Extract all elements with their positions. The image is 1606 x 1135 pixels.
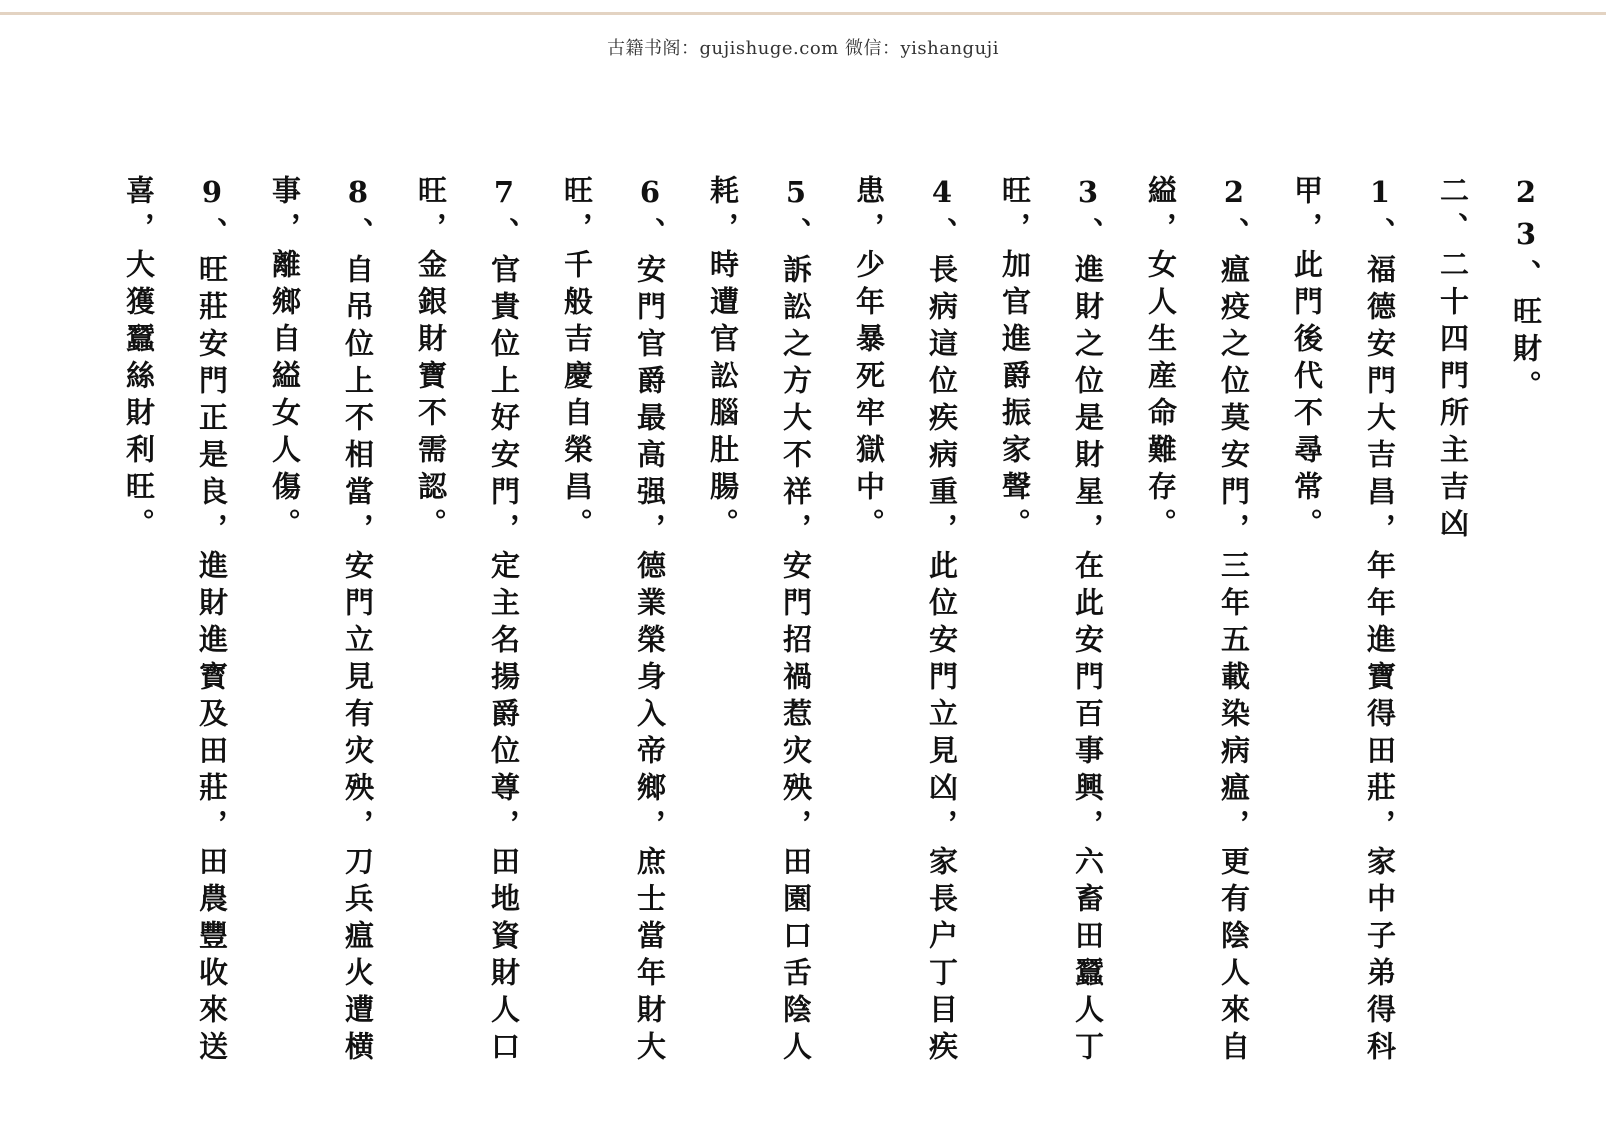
text-column: 4、長病這位疾病重，此位安門立見凶，家長户丁目疾 <box>925 175 959 1068</box>
text-column: 7、官貴位上好安門，定主名揚爵位尊，田地資財人口 <box>487 175 521 1068</box>
text-column: 9、旺莊安門正是良，進財進寳及田莊，田農豐收來送 <box>195 175 229 1068</box>
text-column: 6、安門官爵最高强，德業榮身入帝鄉，庶士當年財大 <box>633 175 667 1068</box>
text-column: 23、旺財。 <box>1509 175 1543 407</box>
text-column: 8、自吊位上不相當，安門立見有灾殃，刀兵瘟火遭横 <box>341 175 375 1068</box>
vertical-text-page <box>80 175 1543 1075</box>
text-column: 旺，千般吉慶自榮昌。 <box>560 175 594 545</box>
text-column: 旺，加官進爵振家聲。 <box>998 175 1032 545</box>
text-column: 旺，金銀財寶不需認。 <box>414 175 448 545</box>
text-column: 甲，此門後代不尋常。 <box>1290 175 1324 545</box>
text-column: 事，離鄉自縊女人傷。 <box>268 175 302 545</box>
text-column: 耗，時遭官訟腦肚腸。 <box>706 175 740 545</box>
text-column: 患，少年暴死牢獄中。 <box>852 175 886 545</box>
text-column: 縊，女人生産命難存。 <box>1144 175 1178 545</box>
top-divider-line <box>0 12 1606 15</box>
text-column: 3、進財之位是財星，在此安門百事興，六畜田蠶人丁 <box>1071 175 1105 1068</box>
text-column: 1、福德安門大吉昌，年年進寶得田莊，家中子弟得科 <box>1363 175 1397 1068</box>
text-column: 喜，大獲蠶絲財利旺。 <box>122 175 156 545</box>
source-header: 古籍书阁：gujishuge.com 微信：yishanguji <box>606 38 999 59</box>
text-column: 5、訴訟之方大不祥，安門招禍惹灾殃，田園口舌陰人 <box>779 175 813 1068</box>
section-heading: 二、二十四門所主吉凶 <box>1436 175 1470 545</box>
text-column: 2、瘟疫之位莫安門，三年五載染病瘟，更有陰人來自 <box>1217 175 1251 1068</box>
